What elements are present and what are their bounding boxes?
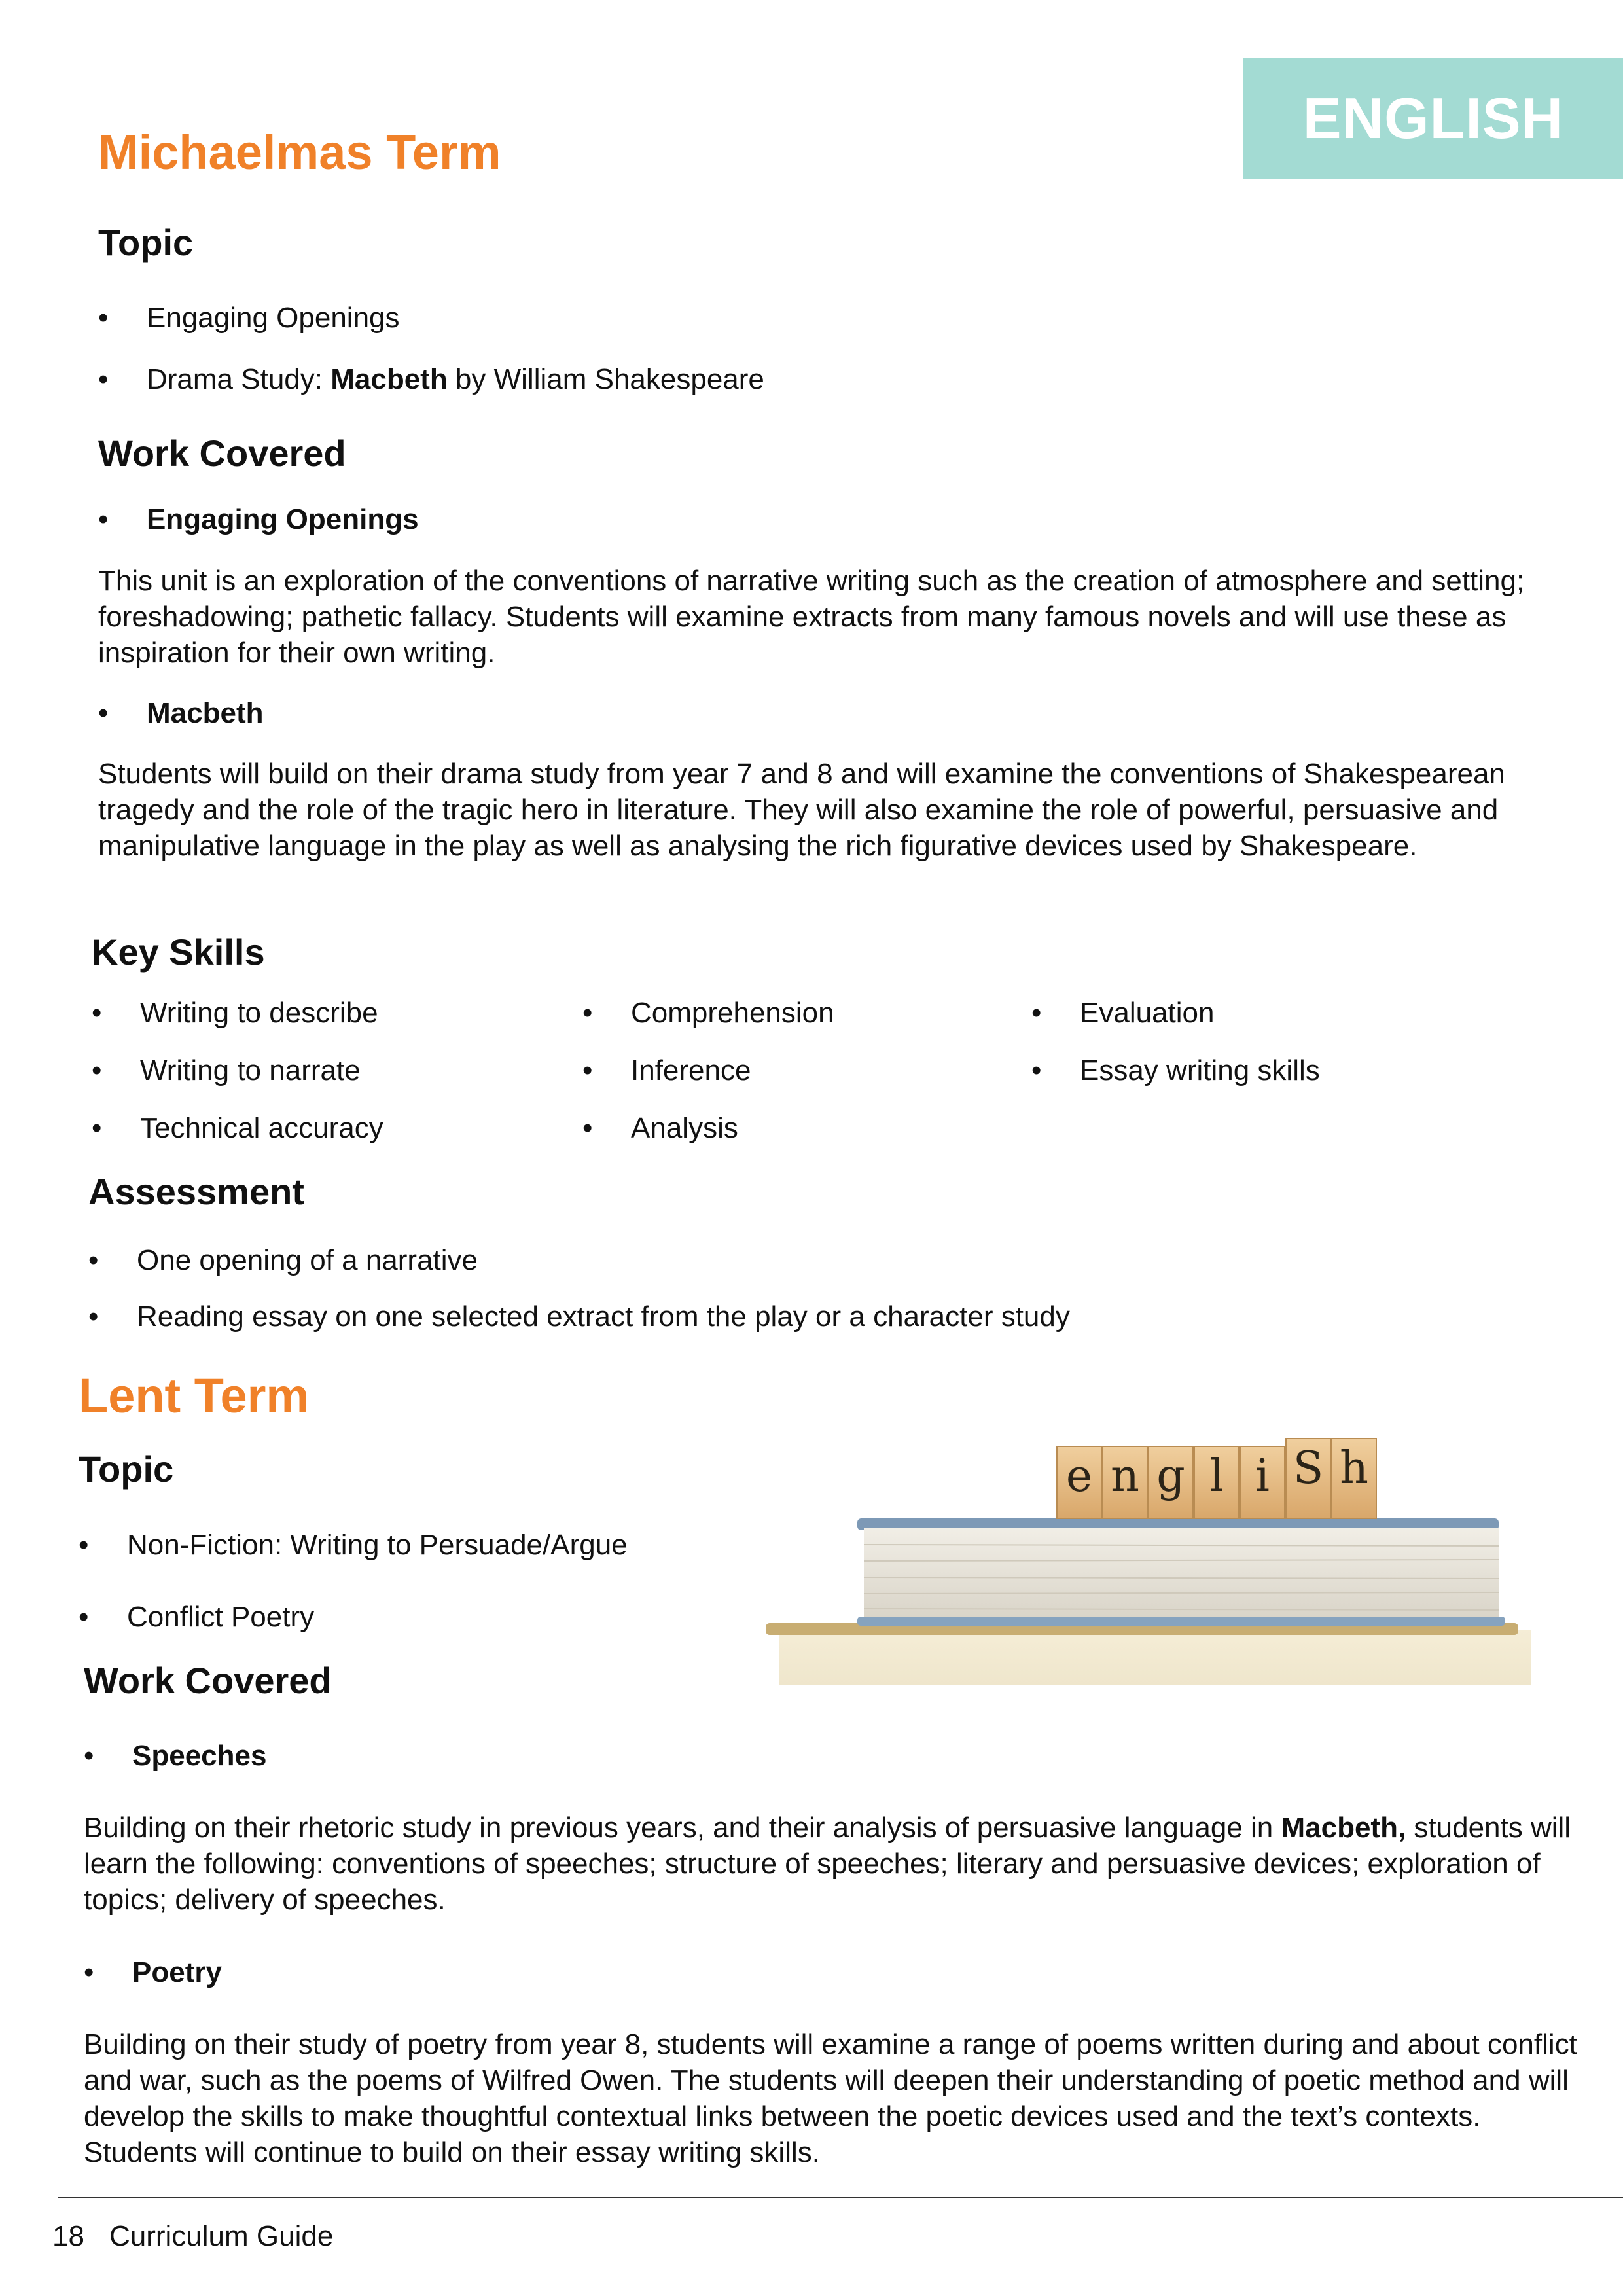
bottom-book — [779, 1630, 1531, 1685]
bullet-icon: • — [79, 1601, 89, 1633]
michaelmas-term-title: Michaelmas Term — [98, 125, 501, 179]
lent-term-title: Lent Term — [79, 1369, 310, 1423]
bullet-icon: • — [582, 997, 593, 1029]
work-item-description: Students will build on their drama study from year 7 and 8 and will examine the conventions of Shakespearean tragedy and the role of the tragic hero in literature. They will also examine the role of powerful, persuasive and manipulative language in the play as well as analysing the rich figurative devices used by Shakespeare. — [98, 758, 1505, 862]
michaelmas-work-heading: Work Covered — [98, 433, 346, 474]
bullet-icon: • — [92, 1054, 102, 1086]
bullet-icon: • — [582, 1054, 593, 1086]
michaelmas-topic-heading: Topic — [98, 222, 194, 263]
subject-badge: ENGLISH — [1243, 58, 1623, 179]
bullet-icon: • — [582, 1112, 593, 1144]
bullet-icon: • — [84, 1740, 94, 1772]
bullet-icon: • — [1031, 1054, 1042, 1086]
bullet-icon: • — [88, 1300, 99, 1333]
letter-stamp-glyph: n — [1111, 1450, 1139, 1502]
footer-divider — [58, 2197, 1623, 2198]
work-item-description: Building on their study of poetry from year 8, students will examine a range of poems written during and about conflict and war, such as the poems of Wilfred Owen. The students will deepen their understanding of poetic method and will develop the skills to make thoughtful contextual links between the poetic devices used and the text’s contexts. Students will continue to build on their essay writing skills. — [84, 2028, 1577, 2168]
work-item-description: Building on their rhetoric study in previous years, and their analysis of persuasive language in Macbeth, students will learn the following: conventions of speeches; structure of speeches; literary and persuasive devices; exploration of topics; delivery of speeches. — [84, 1812, 1571, 1916]
letter-stamp-glyph: e — [1065, 1450, 1093, 1502]
lent-topic-heading: Topic — [79, 1448, 174, 1490]
letter-stamp-glyph: l — [1209, 1450, 1224, 1502]
work-item-description: This unit is an exploration of the conventions of narrative writing such as the creation of atmosphere and setting; foreshadowing; pathetic fallacy. Students will examine extracts from many famous novels and will use these as inspiration for their own writing. — [98, 565, 1525, 669]
english-books-image — [759, 1427, 1544, 1689]
letter-stamp-glyph: h — [1340, 1443, 1368, 1494]
bullet-icon: • — [98, 697, 109, 729]
footer-label: Curriculum Guide — [109, 2220, 334, 2252]
bullet-icon: • — [88, 1244, 99, 1276]
lent-work-heading: Work Covered — [84, 1660, 332, 1701]
letter-stamp-glyph: S — [1293, 1443, 1324, 1494]
bullet-icon: • — [98, 363, 109, 395]
bullet-icon: • — [98, 302, 109, 334]
top-book-back-cover — [857, 1617, 1505, 1626]
letter-stamp-glyph: g — [1156, 1450, 1185, 1502]
letter-stamp-glyph: i — [1255, 1450, 1270, 1502]
bullet-icon: • — [79, 1529, 89, 1561]
footer — [52, 2220, 333, 2253]
bullet-icon: • — [84, 1956, 94, 1988]
bullet-icon: • — [1031, 997, 1042, 1029]
key-skills-heading: Key Skills — [92, 931, 265, 973]
bullet-icon: • — [92, 1112, 102, 1144]
assessment-heading: Assessment — [88, 1171, 304, 1212]
bullet-icon: • — [92, 997, 102, 1029]
bullet-icon: • — [98, 503, 109, 535]
top-book-pages — [864, 1528, 1499, 1620]
books-illustration — [759, 1427, 1544, 1689]
page-number: 18 — [52, 2220, 84, 2252]
